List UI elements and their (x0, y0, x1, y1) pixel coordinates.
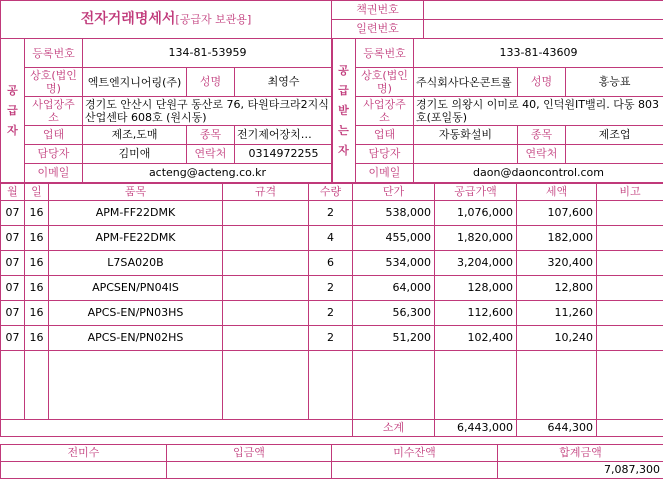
row-month: 07 (1, 301, 25, 326)
items-table (0, 183, 663, 437)
receiver-contact (414, 145, 518, 164)
subtotal-row (1, 420, 663, 437)
row-day: 16 (25, 201, 49, 226)
supplier-addr-label: 사업장주소 (25, 97, 83, 126)
row-qty: 2 (309, 326, 353, 351)
supplier-phone-label: 연락처 (187, 145, 235, 164)
receiver-reg-no: 133-81-43609 (414, 39, 663, 68)
receiver-table (331, 38, 663, 183)
row-qty: 2 (309, 301, 353, 326)
col-qty: 수량 (309, 184, 353, 201)
row-tax: 12,800 (517, 276, 597, 301)
row-month: 07 (1, 326, 25, 351)
row-day: 16 (25, 301, 49, 326)
unpaid-label: 전미수 (1, 445, 167, 462)
subtotal-label: 소계 (353, 420, 435, 437)
supplier-biz-item-label: 종목 (187, 126, 235, 145)
table-row (1, 301, 663, 326)
received-value (167, 462, 332, 479)
title-text: 전자거래명세서 (80, 11, 176, 27)
row-day: 16 (25, 251, 49, 276)
empty-cell (223, 351, 309, 420)
table-row (1, 326, 663, 351)
col-day: 일 (25, 184, 49, 201)
receiver-email: daon@daoncontrol.com (414, 164, 663, 183)
row-tax: 10,240 (517, 326, 597, 351)
row-price: 56,300 (353, 301, 435, 326)
supplier-email: acteng@acteng.co.kr (83, 164, 333, 183)
receiver-biz-type-label: 업태 (356, 126, 414, 145)
row-qty: 4 (309, 226, 353, 251)
book-no-label: 책권번호 (332, 1, 424, 20)
row-qty: 6 (309, 251, 353, 276)
row-note (597, 251, 663, 276)
row-item: APCS-EN/PN02HS (49, 326, 223, 351)
row-price: 455,000 (353, 226, 435, 251)
row-qty: 2 (309, 201, 353, 226)
total-label: 합계금액 (498, 445, 663, 462)
row-tax: 182,000 (517, 226, 597, 251)
receiver-phone-label: 연락처 (518, 145, 566, 164)
subtotal-amount: 6,443,000 (435, 420, 517, 437)
receiver-rep: 홍능표 (566, 68, 663, 97)
row-month: 07 (1, 251, 25, 276)
empty-cell (435, 351, 517, 420)
receiver-addr: 경기도 의왕시 이미로 40, 인덕원IT밸리. 다동 803호(포일동) (414, 97, 663, 126)
col-note: 비고 (597, 184, 663, 201)
receiver-contact-label: 담당자 (356, 145, 414, 164)
col-item: 품목 (49, 184, 223, 201)
document-title (1, 1, 332, 39)
receiver-name: 주식회사다온콘트롤 (414, 68, 518, 97)
receiver-rep-label: 성명 (518, 68, 566, 97)
table-row (1, 276, 663, 301)
row-item: APCS-EN/PN03HS (49, 301, 223, 326)
empty-cell (597, 351, 663, 420)
row-price: 538,000 (353, 201, 435, 226)
serial-no-label: 일련번호 (332, 20, 424, 39)
total-value: 7,087,300 (498, 462, 663, 479)
supplier-rep: 최영수 (235, 68, 333, 97)
row-amount: 3,204,000 (435, 251, 517, 276)
supplier-name: 엑트엔지니어링(주) (83, 68, 187, 97)
row-spec (223, 251, 309, 276)
supplier-name-label: 상호(법인명) (25, 68, 83, 97)
supplier-email-label: 이메일 (25, 164, 83, 183)
row-qty: 2 (309, 276, 353, 301)
empty-cell (353, 351, 435, 420)
col-price: 단가 (353, 184, 435, 201)
row-month: 07 (1, 201, 25, 226)
row-tax: 107,600 (517, 201, 597, 226)
row-item: APCSEN/PN04IS (49, 276, 223, 301)
receiver-addr-label: 사업장주소 (356, 97, 414, 126)
supplier-reg-label: 등록번호 (25, 39, 83, 68)
serial-no-value (424, 20, 663, 39)
supplier-addr: 경기도 안산시 단원구 동산로 76, 타원타크라2지식산업센타 608호 (원시동) (83, 97, 333, 126)
supplier-biz-type-label: 업태 (25, 126, 83, 145)
row-item: L7SA020B (49, 251, 223, 276)
row-price: 64,000 (353, 276, 435, 301)
table-row (1, 201, 663, 226)
row-spec (223, 326, 309, 351)
supplier-biz-item: 전기제어장치… (235, 126, 333, 145)
row-amount: 1,820,000 (435, 226, 517, 251)
subtotal-tax: 644,300 (517, 420, 597, 437)
supplier-biz-type: 제조,도매 (83, 126, 187, 145)
footer-table (0, 444, 663, 479)
unpaid-value (1, 462, 167, 479)
supplier-phone: 0314972255 (235, 145, 333, 164)
row-note (597, 301, 663, 326)
row-month: 07 (1, 226, 25, 251)
book-no-value (424, 1, 663, 20)
supplier-table (0, 38, 333, 183)
empty-cell (25, 351, 49, 420)
empty-cell (1, 351, 25, 420)
row-item: APM-FF22DMK (49, 201, 223, 226)
row-spec (223, 276, 309, 301)
receiver-email-label: 이메일 (356, 164, 414, 183)
receiver-reg-label: 등록번호 (356, 39, 414, 68)
receiver-biz-type: 자동화설비 (414, 126, 518, 145)
row-amount: 112,600 (435, 301, 517, 326)
empty-cell (517, 351, 597, 420)
row-tax: 320,400 (517, 251, 597, 276)
row-amount: 128,000 (435, 276, 517, 301)
supplier-contact: 김미애 (83, 145, 187, 164)
supplier-contact-label: 담당자 (25, 145, 83, 164)
col-month: 월 (1, 184, 25, 201)
table-row (1, 226, 663, 251)
row-spec (223, 226, 309, 251)
col-spec: 규격 (223, 184, 309, 201)
balance-value (332, 462, 498, 479)
supplier-section-label: 공 급 자 (1, 39, 25, 183)
row-amount: 1,076,000 (435, 201, 517, 226)
supplier-reg-no: 134-81-53959 (83, 39, 333, 68)
received-label: 입금액 (167, 445, 332, 462)
row-item: APM-FE22DMK (49, 226, 223, 251)
title-subtitle: [공급자 보관용] (175, 13, 252, 26)
row-month: 07 (1, 276, 25, 301)
row-spec (223, 301, 309, 326)
row-tax: 11,260 (517, 301, 597, 326)
supplier-rep-label: 성명 (187, 68, 235, 97)
row-note (597, 226, 663, 251)
receiver-section-label: 공 급 받 는 자 (332, 39, 356, 183)
empty-items-area (1, 351, 663, 420)
row-day: 16 (25, 326, 49, 351)
receiver-phone (566, 145, 663, 164)
row-price: 534,000 (353, 251, 435, 276)
empty-cell (309, 351, 353, 420)
table-row (1, 251, 663, 276)
row-note (597, 326, 663, 351)
row-amount: 102,400 (435, 326, 517, 351)
row-note (597, 276, 663, 301)
receiver-biz-item: 제조업 (566, 126, 663, 145)
header-table (0, 0, 663, 39)
col-tax: 세액 (517, 184, 597, 201)
row-price: 51,200 (353, 326, 435, 351)
row-day: 16 (25, 226, 49, 251)
row-spec (223, 201, 309, 226)
balance-label: 미수잔액 (332, 445, 498, 462)
receiver-biz-item-label: 종목 (518, 126, 566, 145)
empty-cell (49, 351, 223, 420)
row-note (597, 201, 663, 226)
row-day: 16 (25, 276, 49, 301)
col-amount: 공급가액 (435, 184, 517, 201)
receiver-name-label: 상호(법인명) (356, 68, 414, 97)
subtotal-note (597, 420, 663, 437)
subtotal-spacer (1, 420, 353, 437)
